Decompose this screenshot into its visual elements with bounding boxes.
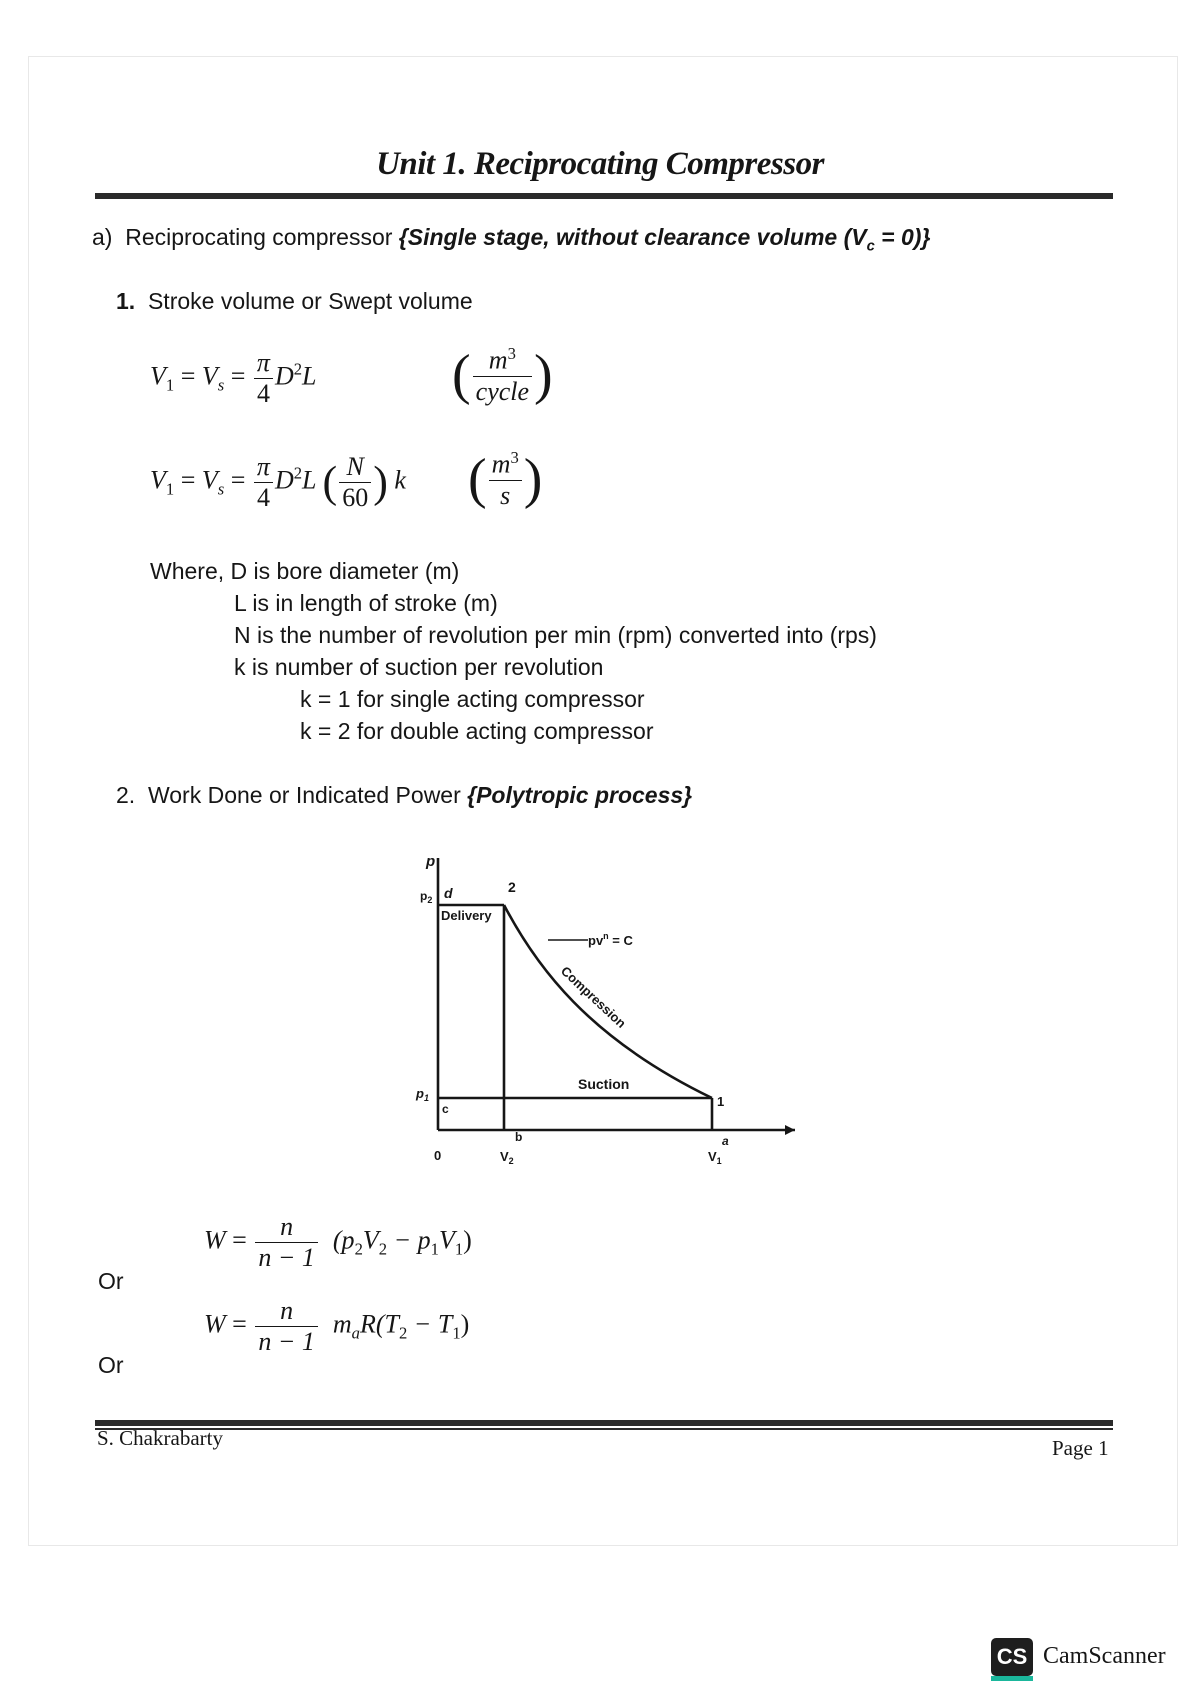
suction-label: Suction (578, 1076, 630, 1092)
title-rule (95, 193, 1113, 199)
section-a-text: Reciprocating compressor (125, 224, 393, 250)
svg-text:V1: $V_1$ (708, 1149, 722, 1166)
p1-label: p (416, 1086, 424, 1101)
origin-label: 0 (434, 1148, 442, 1163)
pv-diagram (410, 848, 810, 1178)
where-line: L is in length of stroke (m) (234, 590, 498, 616)
item-2-heading (116, 782, 692, 809)
point-d-label: d (444, 885, 453, 901)
point-c-label: c (442, 1102, 449, 1116)
point-1-label: 1 (717, 1094, 725, 1109)
where-line: k = 2 for double acting compressor (300, 718, 654, 744)
or-label: Or (98, 1268, 124, 1294)
svg-text:p2: $p_2$ (420, 889, 433, 905)
camscanner-name: CamScanner (1043, 1643, 1166, 1669)
v-axis-arrow (785, 1125, 795, 1135)
item-1-text: Stroke volume or Swept volume (147, 288, 473, 314)
v2-label: V (500, 1149, 509, 1164)
footer-rule (95, 1420, 1113, 1426)
where-line: Where, D is bore diameter (m) (150, 558, 460, 584)
footer-rule-thin (95, 1428, 1113, 1430)
camscanner-logo-accent (991, 1676, 1033, 1681)
point-a-label: a (722, 1134, 729, 1148)
p-axis-label: p (426, 853, 436, 870)
where-line: k = 1 for single acting compressor (300, 686, 645, 712)
pi-over-four-fraction: $\frac{\pi}{4}$ (254, 348, 273, 409)
where-line: N is the number of revolution per min (rpm) converted into (rps) (234, 622, 877, 648)
work-equation-temperature: W = $\frac{n}{n - 1}$ $m_aR(T_2 - T_1)$ (204, 1296, 470, 1356)
page-title: Unit 1. Reciprocating Compressor (376, 146, 824, 182)
camscanner-logo-icon: CS (991, 1638, 1033, 1676)
footer-author: S. Chakrabarty (97, 1426, 223, 1450)
law-label: pv (588, 933, 604, 948)
footer-page-number: Page 1 (1052, 1436, 1109, 1460)
svg-text:p1: $p_1$ (416, 1086, 429, 1103)
point-2-label: 2 (508, 879, 516, 895)
section-a-condition: (V (843, 224, 867, 250)
item-1-heading (116, 288, 473, 315)
swept-volume-rate-unit: ( $\frac{m^3}{s}$ ) (468, 448, 543, 511)
p2-label: p (420, 889, 428, 903)
section-a-heading: a) Reciprocating compressor {Single stage, without clearance volume $(V_c = 0)$} (92, 224, 931, 255)
work-equation-pressure: W = $\frac{n}{n - 1}$ $(p_2V_2 - p_1V_1)$ (204, 1212, 472, 1272)
swept-volume-unit: ( $\frac{m^3}{\text{cycle}}$ ) (452, 344, 553, 407)
item-2-number: 2. (116, 782, 136, 808)
delivery-label: Delivery (441, 908, 492, 923)
svg-text:pvn = C: $pv^n = C$ (588, 931, 633, 948)
compression-label: Compression (557, 963, 629, 1031)
point-b-label: b (515, 1130, 523, 1144)
swept-volume-equation: $V_1 = V_s$ = $\frac{\pi}{4}$ $D^2L$ (150, 348, 317, 408)
section-a-marker: a) (92, 224, 113, 250)
where-line: k is number of suction per revolution (234, 654, 604, 680)
swept-volume-rate-equation: $V_1 = V_s$ = $\frac{\pi}{4}$ $D^2L$ ( $\frac{N}{60}$ ) k (150, 452, 406, 512)
svg-text:V2: $V_2$ (500, 1149, 514, 1166)
v1-label: V (708, 1149, 717, 1164)
item-2-qualifier: {Polytropic process} (467, 782, 693, 808)
or-label: Or (98, 1352, 124, 1378)
item-1-number: 1. (116, 288, 136, 314)
item-2-text: Work Done or Indicated Power (147, 782, 461, 808)
section-a-qualifier: {Single stage, without clearance volume (398, 224, 838, 250)
